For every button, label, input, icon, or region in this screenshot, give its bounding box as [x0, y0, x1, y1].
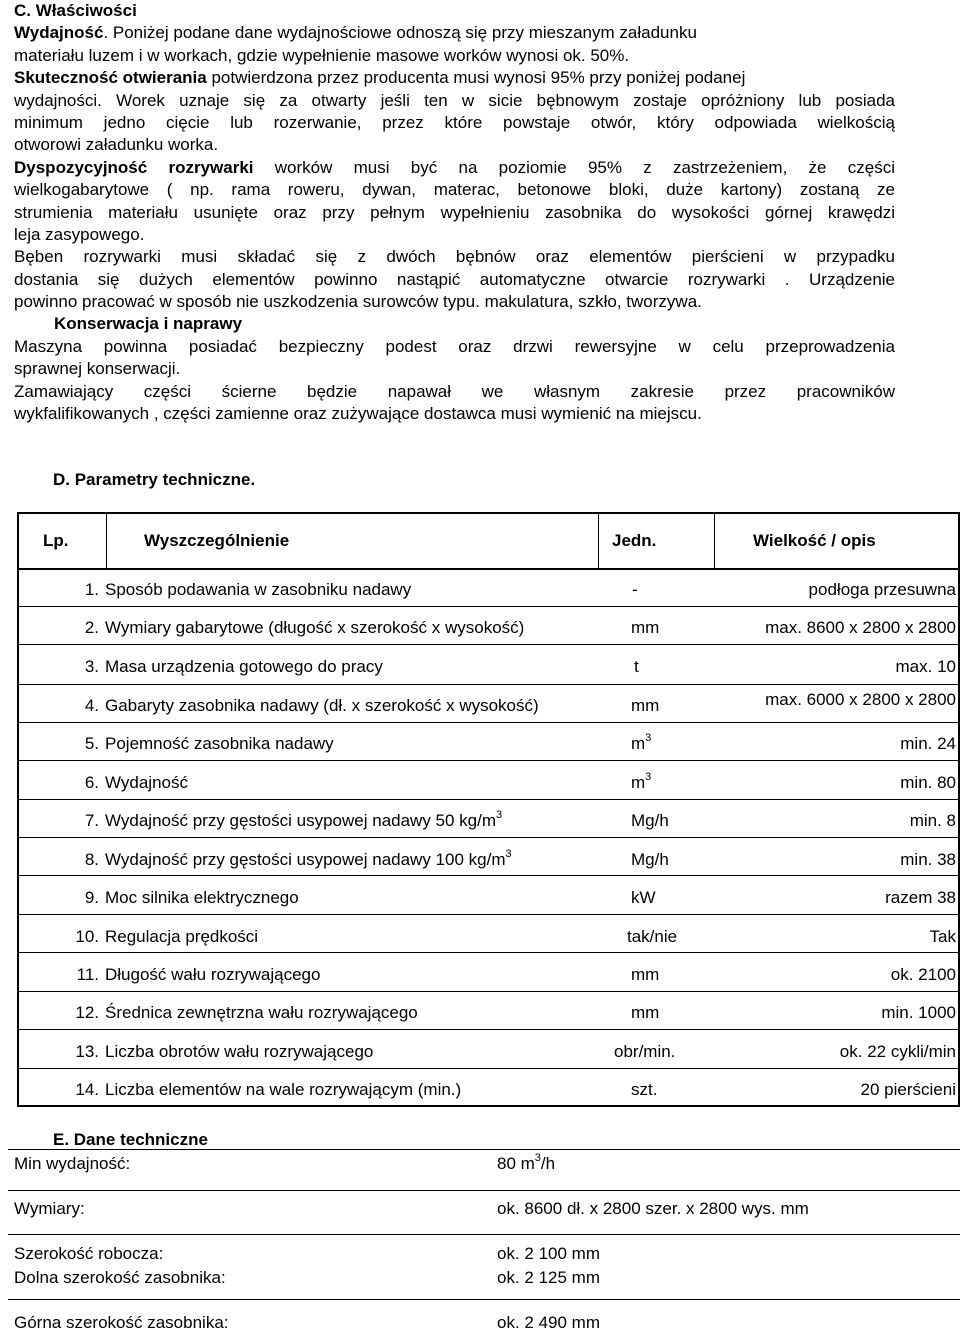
row-number: 4. — [84, 696, 99, 715]
row-number: 9. — [84, 888, 99, 907]
row-unit: mm — [631, 696, 660, 715]
row-value: ok. 2100 — [890, 965, 956, 984]
table-row-divider — [19, 722, 960, 723]
row-unit: - — [632, 580, 638, 599]
row-number: 14. — [75, 1080, 99, 1099]
section-e-heading: E. Dane techniczne — [53, 1130, 208, 1149]
row-unit: Mg/h — [631, 811, 669, 830]
row-value: min. 8 — [909, 811, 956, 830]
availability-line-2: wielkogabarytowe ( np. rama roweru, dywan, materac, betonowe bloki, duże kartony) zostaną ze — [14, 180, 895, 200]
maintenance-line-1: Maszyna powinna posiadać bezpieczny podest oraz drzwi rewersyjne w celu przeprowadzenia — [14, 336, 895, 356]
table-row-divider — [19, 606, 960, 607]
row-value: 20 pierścieni — [860, 1080, 956, 1099]
table-row-divider — [19, 952, 960, 953]
row-number: 3. — [84, 657, 99, 676]
row-unit: obr/min. — [614, 1042, 676, 1061]
table-row-divider — [19, 875, 960, 876]
row-unit: tak/nie — [627, 927, 678, 946]
technical-data-label: Dolna szerokość zasobnika: — [14, 1268, 226, 1287]
opening-efficiency-line-2: wydajności. Worek uznaje się za otwarty jeśli ten w sicie bębnowym zostaje opróżniony lub posiada — [14, 90, 895, 110]
technical-data-value: ok. 2 490 mm — [497, 1313, 600, 1332]
row-number: 7. — [84, 811, 99, 830]
performance-paragraph-line-1: Wydajność. Poniżej podane dane wydajnościowe odnoszą się przy mieszanym załadunku — [14, 23, 697, 43]
row-unit: $m^3$ — [631, 771, 652, 792]
section-c-heading: C. Właściwości — [14, 1, 137, 20]
table-row — [19, 580, 960, 602]
table-row — [19, 927, 960, 949]
row-value: razem 38 — [885, 888, 956, 907]
table-row-divider — [19, 914, 960, 915]
table-header-divider — [714, 514, 715, 568]
row-item-name: Wydajność — [105, 773, 188, 792]
row-number: 13. — [75, 1042, 99, 1061]
technical-data-rule — [8, 1299, 960, 1300]
row-value: min. 1000 — [881, 1003, 956, 1022]
table-row-divider — [19, 799, 960, 800]
table-row — [19, 850, 960, 872]
table-row-divider — [19, 1068, 960, 1069]
technical-data-label: Wymiary: — [14, 1199, 85, 1218]
availability-label: Dyspozycyjność rozrywarki — [14, 157, 254, 177]
technical-data-value: 80 $m^3/h$ — [497, 1152, 556, 1173]
table-row — [19, 618, 960, 640]
table-row — [19, 734, 960, 756]
row-number: 10. — [75, 927, 99, 946]
section-d-heading: D. Parametry techniczne. — [53, 470, 256, 489]
availability-line-1: Dyspozycyjność rozrywarki worków musi być na poziomie 95% z zastrzeżeniem, że części — [14, 157, 895, 177]
row-unit: t — [634, 657, 639, 676]
table-header-divider — [106, 514, 107, 568]
row-unit: Mg/h — [631, 850, 669, 869]
row-number: 12. — [75, 1003, 99, 1022]
performance-label: Wydajność — [14, 23, 104, 43]
table-header-divider — [598, 514, 599, 568]
row-number: 1. — [84, 580, 99, 599]
row-value: max. 6000 x 2800 x 2800 — [765, 690, 956, 709]
technical-data-value: ok. 2 100 mm — [497, 1244, 600, 1263]
table-row-divider — [19, 991, 960, 992]
row-number: 8. — [84, 850, 99, 869]
row-item-name: Pojemność zasobnika nadawy — [105, 734, 334, 753]
row-unit: kW — [631, 888, 656, 907]
table-row-divider — [19, 760, 960, 761]
table-row-divider — [19, 837, 960, 838]
technical-parameters-table — [17, 512, 960, 1107]
drum-line-3: powinno pracować w sposób nie uszkodzenia surowców typu. makulatura, szkło, tworzywa. — [14, 292, 702, 312]
table-row — [19, 888, 960, 910]
row-item-name: Sposób podawania w zasobniku nadawy — [105, 580, 412, 599]
availability-line-3: strumienia materiału usunięte oraz przy pełnym wypełnieniu zasobnika do wysokości górnej krawędzi — [14, 202, 895, 222]
table-row-divider — [19, 1029, 960, 1030]
technical-data-label: Szerokość robocza: — [14, 1244, 164, 1263]
row-number: 5. — [84, 734, 99, 753]
table-row-divider — [19, 644, 960, 645]
row-value: max. 10 — [895, 657, 956, 676]
row-unit: mm — [631, 965, 660, 984]
row-item-name: Wymiary gabarytowe (długość x szerokość x wysokość) — [105, 618, 525, 637]
opening-efficiency-line-1: Skuteczność otwierania potwierdzona przez producenta musi wynosi 95% przy poniżej podanej — [14, 68, 746, 88]
row-value: Tak — [929, 927, 956, 946]
row-item-name: Gabaryty zasobnika nadawy (dł. x szerokość x wysokość) — [105, 696, 539, 715]
row-item-name: Regulacja prędkości — [105, 927, 259, 946]
section-e-rule — [8, 1149, 960, 1150]
drum-line-1: Bęben rozrywarki musi składać się z dwóch bębnów oraz elementów pierścieni w przypadku — [14, 247, 895, 267]
column-header-item: Wyszczególnienie — [144, 531, 290, 550]
table-row-divider — [19, 684, 960, 685]
row-item-name: Masa urządzenia gotowego do pracy — [105, 657, 383, 676]
availability-line-4: leja zasypowego. — [14, 224, 145, 244]
column-header-lp: Lp. — [43, 531, 69, 550]
row-value: min. 38 — [900, 850, 956, 869]
row-unit: mm — [631, 618, 660, 637]
row-number: 2. — [84, 618, 99, 637]
opening-efficiency-line-3: minimum jedno cięcie lub rozerwanie, przez które powstaje otwór, który odpowiada wielkością — [14, 112, 895, 132]
row-unit: $m^3$ — [631, 732, 652, 753]
table-row — [19, 1042, 960, 1064]
row-item-name: Długość wału rozrywającego — [105, 965, 321, 984]
row-item-name: Wydajność przy gęstości usypowej nadawy 100 $kg/m^3$ — [105, 848, 512, 869]
table-header-rule — [19, 568, 960, 570]
table-row — [19, 811, 960, 833]
spare-parts-line-1: Zamawiający części ścierne będzie napawał we własnym zakresie przez pracowników — [14, 381, 895, 401]
row-value: ok. 22 cykli/min — [839, 1042, 956, 1061]
row-value: min. 80 — [900, 773, 956, 792]
table-row — [19, 1003, 960, 1025]
row-number: 11. — [76, 965, 99, 984]
drum-line-2: dostania się dużych elementów powinno nastąpić automatyczne otwarcie rozrywarki . Urządzenie — [14, 269, 895, 289]
technical-data-label: Min wydajność: — [14, 1154, 131, 1173]
row-unit: mm — [631, 1003, 660, 1022]
table-row — [19, 773, 960, 795]
column-header-value: Wielkość / opis — [753, 531, 876, 550]
row-item-name: Wydajność przy gęstości usypowej nadawy 50 $kg/m^3$ — [105, 809, 503, 830]
table-row — [19, 1080, 960, 1102]
spare-parts-line-2: wykfalifikowanych , części zamienne oraz zużywające dostawca musi wymienić na miejscu. — [14, 404, 702, 424]
row-item-name: Liczba obrotów wału rozrywającego — [105, 1042, 374, 1061]
maintenance-line-2: sprawnej konserwacji. — [14, 359, 181, 379]
row-value: max. 8600 x 2800 x 2800 — [765, 618, 956, 637]
opening-efficiency-line-4: otworowi załadunku worka. — [14, 135, 219, 155]
performance-paragraph-line-2: materiału luzem i w workach, gdzie wypełnienie masowe worków wynosi ok. 50%. — [14, 45, 630, 65]
section-c — [14, 0, 895, 425]
technical-data-rule — [8, 1234, 960, 1235]
maintenance-heading: Konserwacja i naprawy — [54, 314, 243, 334]
table-row — [19, 657, 960, 679]
table-row — [19, 965, 960, 987]
column-header-unit: Jedn. — [612, 531, 657, 550]
technical-data-label: Górna szerokość zasobnika: — [14, 1313, 229, 1332]
table-row — [19, 690, 960, 718]
technical-data-value: ok. 2 125 mm — [497, 1268, 600, 1287]
row-item-name: Moc silnika elektrycznego — [105, 888, 299, 907]
technical-data-rule — [8, 1190, 960, 1191]
technical-data-value: ok. 8600 dł. x 2800 szer. x 2800 wys. mm — [497, 1199, 809, 1218]
row-number: 6. — [84, 773, 99, 792]
opening-efficiency-label: Skuteczność otwierania — [14, 68, 207, 88]
row-item-name: Średnica zewnętrzna wału rozrywającego — [105, 1003, 418, 1022]
row-value: min. 24 — [900, 734, 956, 753]
row-item-name: Liczba elementów na wale rozrywającym (min.) — [105, 1080, 462, 1099]
row-unit: szt. — [631, 1080, 658, 1099]
row-value: podłoga przesuwna — [808, 580, 956, 599]
